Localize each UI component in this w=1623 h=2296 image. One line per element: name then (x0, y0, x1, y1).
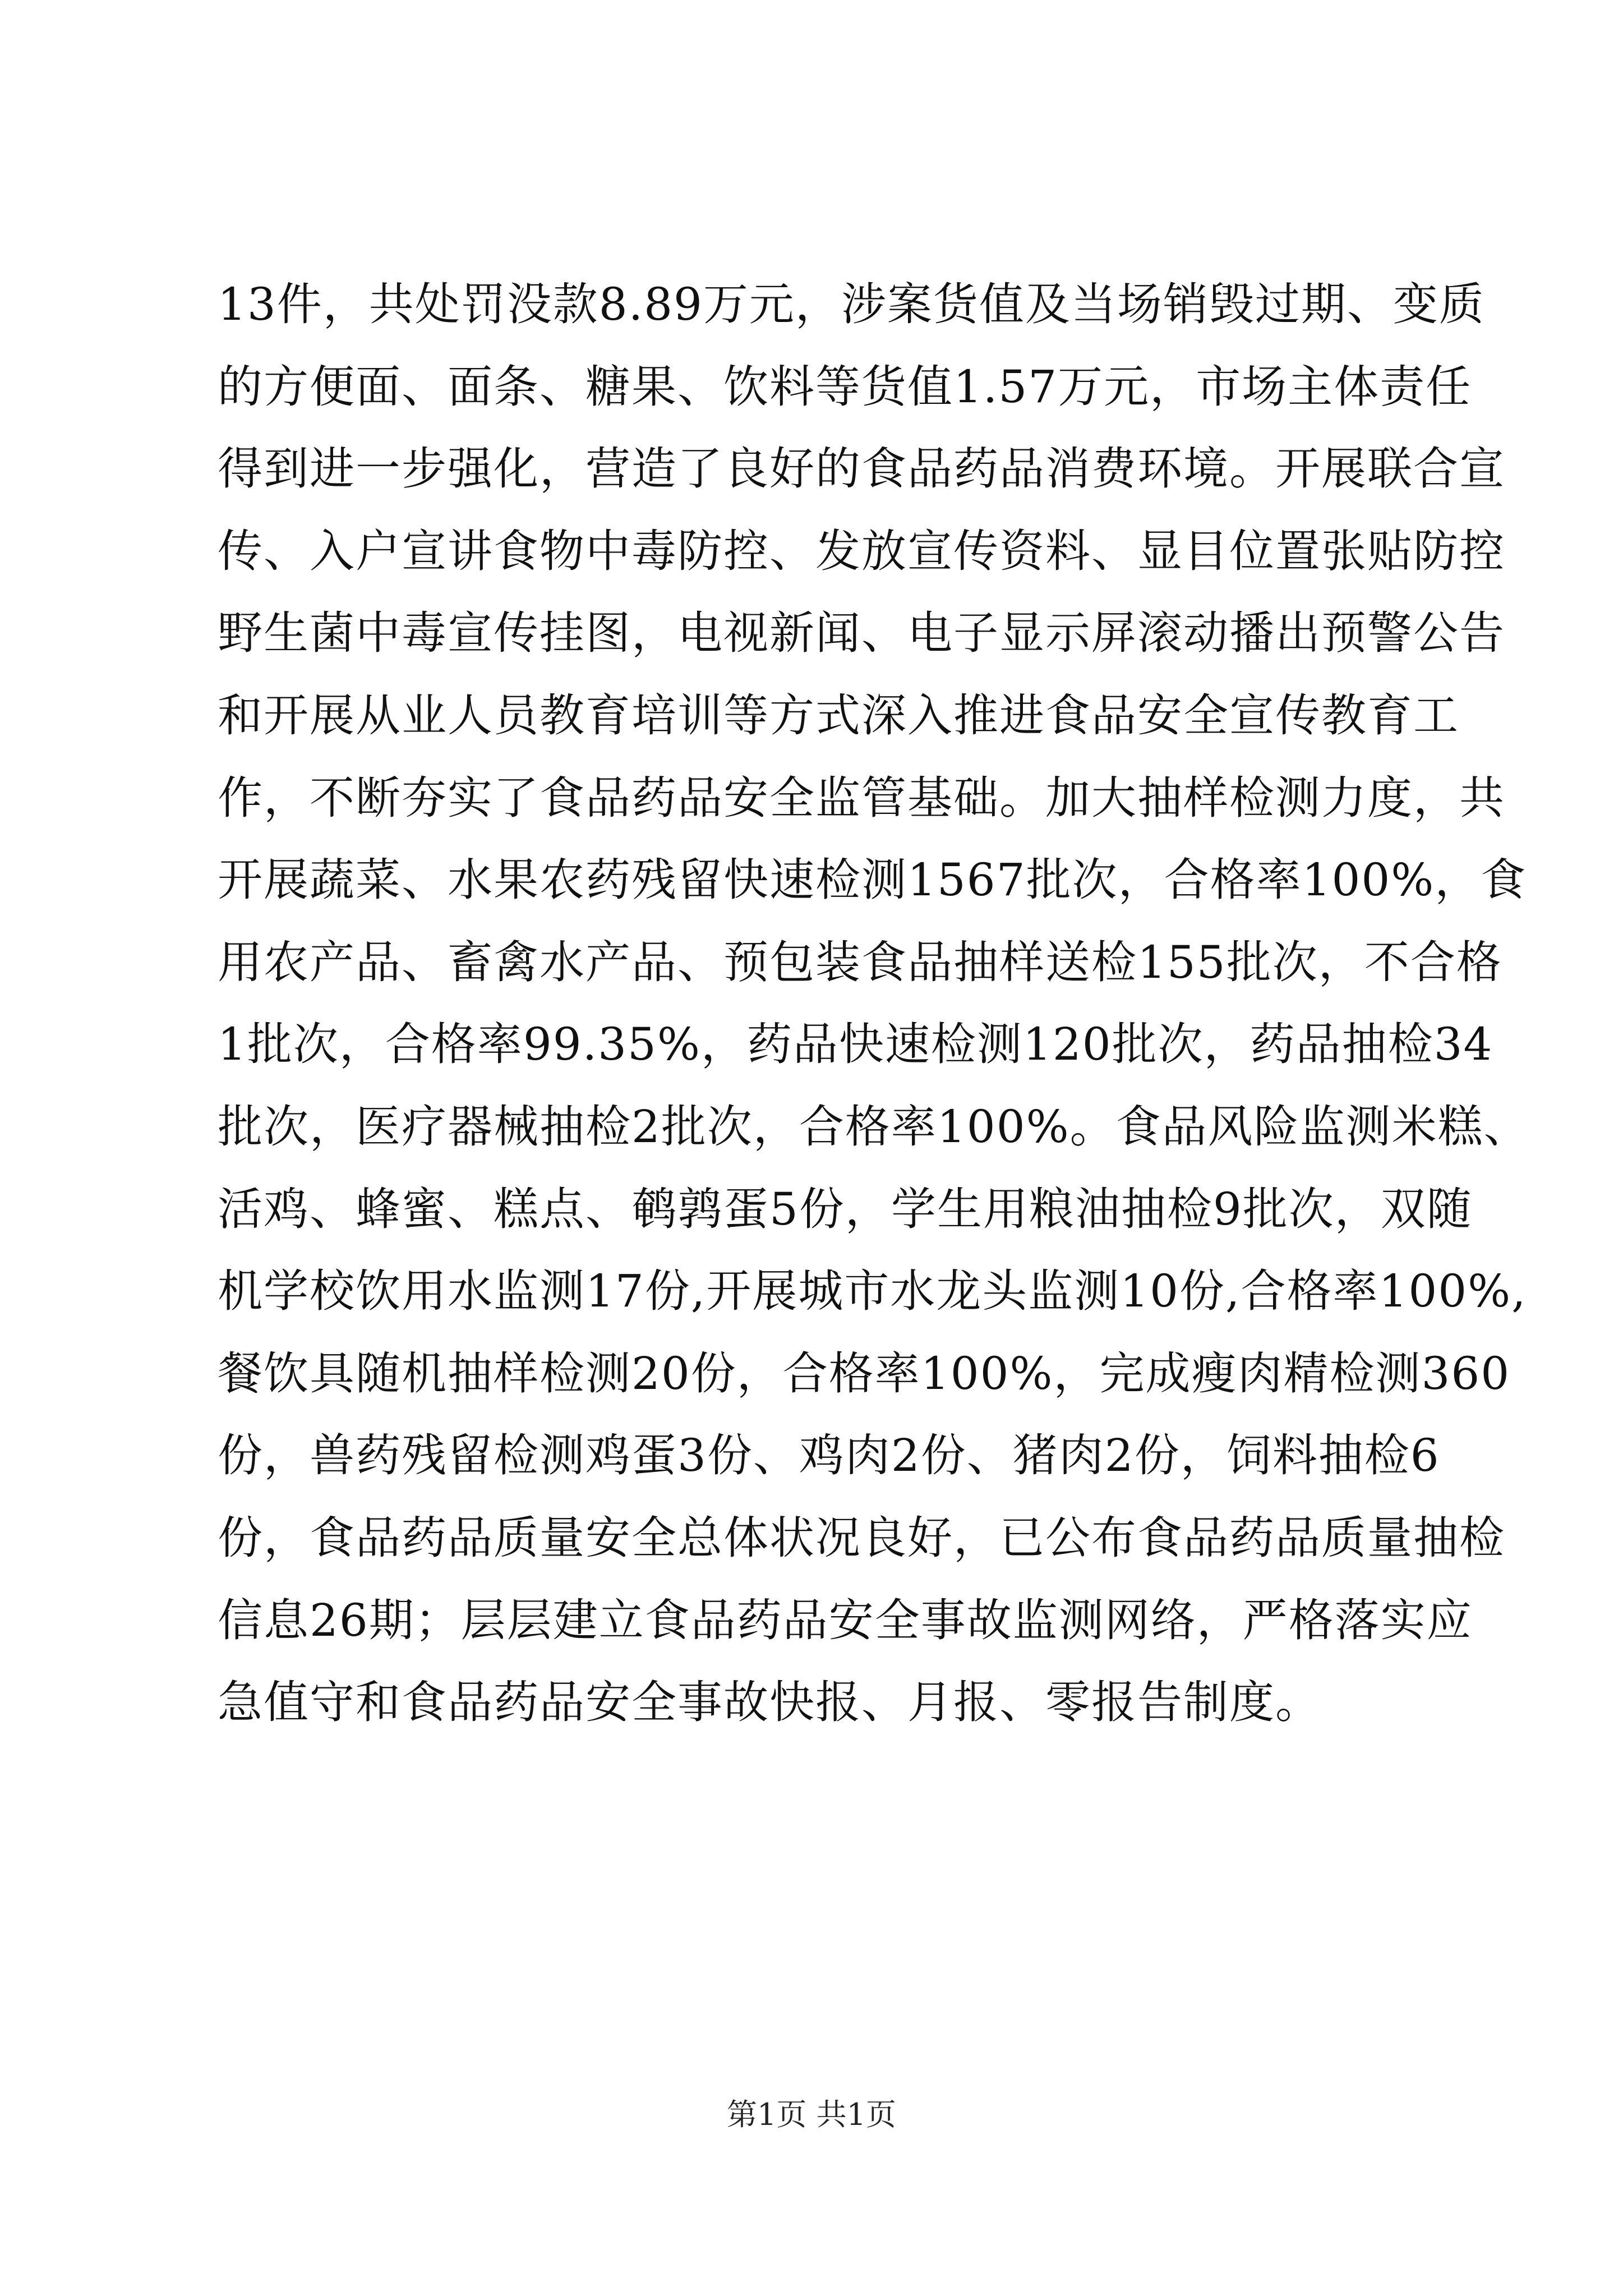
text-line: 信息26期；层层建立食品药品安全事故监测网络，严格落实应 (218, 1594, 1473, 1646)
text-line: 用农产品、畜禽水产品、预包装食品抽样送检155批次，不合格 (218, 936, 1502, 988)
text-line: 批次，医疗器械抽检2批次，合格率100%。食品风险监测米糕、 (218, 1100, 1530, 1153)
body-paragraph (218, 264, 1530, 1744)
text-line: 传、入户宣讲食物中毒防控、发放宣传资料、显目位置张贴防控 (218, 524, 1505, 577)
text-line: 急值守和食品药品安全事故快报、月报、零报告制度。 (218, 1676, 1321, 1729)
text-line: 机学校饮用水监测17份,开展城市水龙头监测10份,合格率100%, (218, 1265, 1527, 1318)
text-line: 餐饮具随机抽样检测20份，合格率100%，完成瘦肉精检测360 (218, 1347, 1511, 1400)
text-line: 份，食品药品质量安全总体状况良好，已公布食品药品质量抽检 (218, 1511, 1505, 1564)
text-line: 作，不断夯实了食品药品安全监管基础。加大抽样检测力度，共 (218, 771, 1505, 824)
text-line: 的方便面、面条、糖果、饮料等货值1.57万元，市场主体责任 (218, 360, 1472, 413)
page-number-footer: 第1页 共1页 (727, 2097, 896, 2132)
text-line: 活鸡、蜂蜜、糕点、鹌鹑蛋5份，学生用粮油抽检9批次，双随 (218, 1182, 1473, 1235)
text-line: 开展蔬菜、水果农药残留快速检测1567批次，合格率100%，食 (218, 854, 1527, 907)
text-line: 得到进一步强化，营造了良好的食品药品消费环境。开展联合宣 (218, 443, 1505, 495)
text-line: 和开展从业人员教育培训等方式深入推进食品安全宣传教育工 (218, 689, 1459, 742)
text-line: 1批次，合格率99.35%，药品快速检测120批次，药品抽检34 (218, 1018, 1493, 1071)
text-line: 份，兽药残留检测鸡蛋3份、鸡肉2份、猪肉2份，饲料抽检6 (218, 1429, 1440, 1482)
text-line: 野生菌中毒宣传挂图，电视新闻、电子显示屏滚动播出预警公告 (218, 607, 1505, 660)
text-line: 13件，共处罚没款8.89万元，涉案货值及当场销毁过期、变质 (218, 278, 1485, 330)
